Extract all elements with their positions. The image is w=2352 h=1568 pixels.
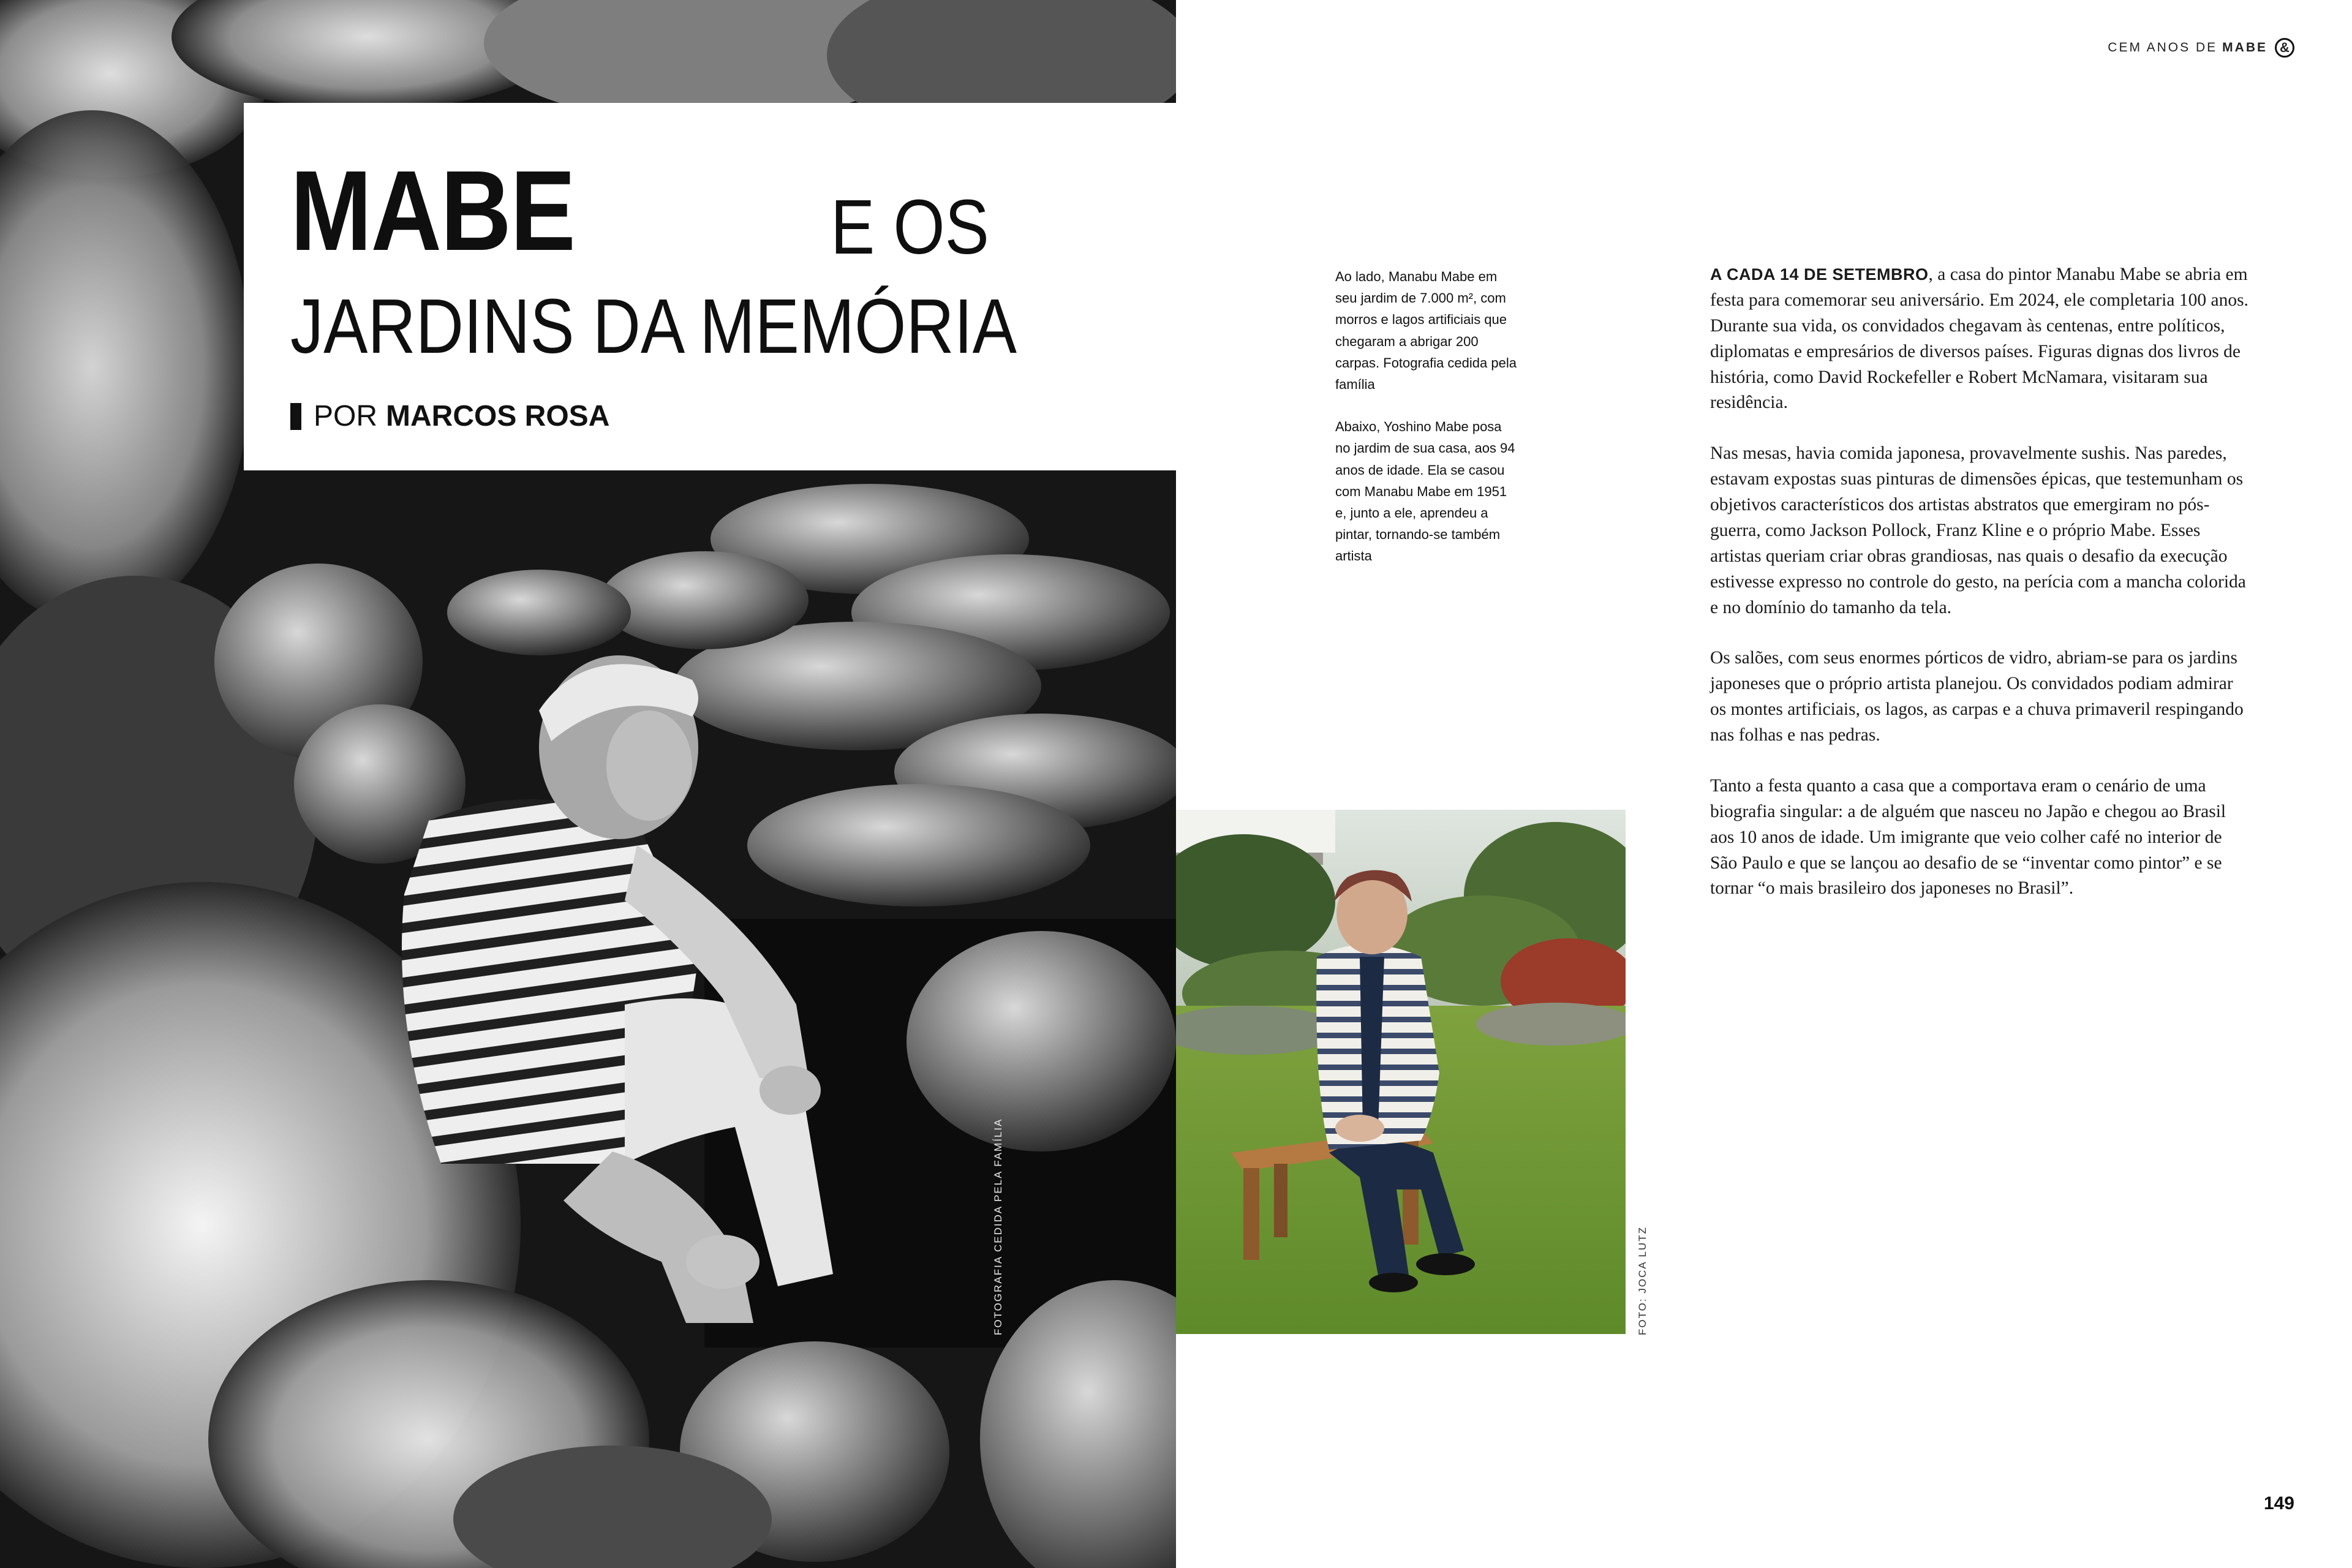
caption-bottom: Abaixo, Yoshino Mabe posa no jardim de sua casa, aos 94 anos de idade. Ela se casou com Manabu Mabe em 1951 e, junto a ele, aprendeu a pintar, tornando-se também artista [1335,419,1515,564]
byline [290,399,609,433]
byline-prefix: POR [314,400,378,432]
title-subtitle: JARDINS DA MEMÓRIA [290,283,1017,369]
caption-top: Ao lado, Manabu Mabe em seu jardim de 7.000 m², com morros e lagos artificiais que chegaram a abrigar 200 carpas. Fotografia cedida pela família [1335,269,1517,392]
color-photo-illustration [1176,810,1626,1334]
article-paragraph-3: Os salões, com seus enormes pórticos de vidro, abriam-se para os jardins japoneses que o próprio artista planejou. Os convidados podiam admirar os montes artificiais, os lagos, as carpas e a chuva primaveril respingando nas folhas e nas pedras. [1710,648,2244,745]
article-p1-text: , a casa do pintor Manabu Mabe se abria em festa para comemorar seu aniversário. Em 2024, ele completaria 100 anos. Durante sua vida, os convidados chegavam às centenas, entre políticos, diplomatas e empresários de diversos países. Figuras dignas dos livros de história, como David Rockefeller e Robert McNamara, visitaram sua residência. [1710,265,2248,413]
byline-bar [290,403,301,430]
photo-credit-color: FOTO: JOCA LUTZ [1637,1226,1648,1335]
title-card [244,103,1176,470]
article-body [1710,262,2249,927]
page-number: 149 [2263,1493,2294,1513]
section-name: MABE [2222,40,2267,55]
section-prefix: CEM ANOS DE [2108,40,2218,55]
article-paragraph-4: Tanto a festa quanto a casa que a comportava eram o cenário de uma biografia singular: a de alguém que nasceu no Japão e chegou ao Brasil aos 10 anos de idade. Um imigrante que veio colher café no interior de São Paulo e que se lançou ao desafio de se “inventar como pintor” e se tornar “o mais brasileiro dos japoneses no Brasil”. [1710,775,2226,899]
title-main: MABE [290,148,575,274]
article-paragraph-2: Nas mesas, havia comida japonesa, provavelmente sushis. Nas paredes, estavam expostas suas pinturas de dimensões épicas, que testemunham os objetivos característicos dos artistas abstratos que emergiram no pós-guerra, como Jackson Pollock, Franz Kline e o próprio Mabe. Esses artistas queriam criar obras grandiosas, nas quais o desafio da execução estivesse expresso no controle do gesto, na perícia com a mancha colorida e no domínio do tamanho da tela. [1710,443,2246,617]
photo-credit-bw: FOTOGRAFIA CEDIDA PELA FAMÍLIA [992,1118,1004,1335]
article-paragraph-1 [1710,262,2249,416]
article-lead: A CADA 14 DE SETEMBRO [1710,265,1929,284]
photo-yoshino-mabe [1176,810,1626,1334]
title-connector: E OS [831,184,989,270]
byline-author: MARCOS ROSA [386,400,610,432]
section-header [2108,38,2294,58]
ampersand-logo-icon: & [2275,38,2294,58]
photo-captions [1335,266,1519,587]
